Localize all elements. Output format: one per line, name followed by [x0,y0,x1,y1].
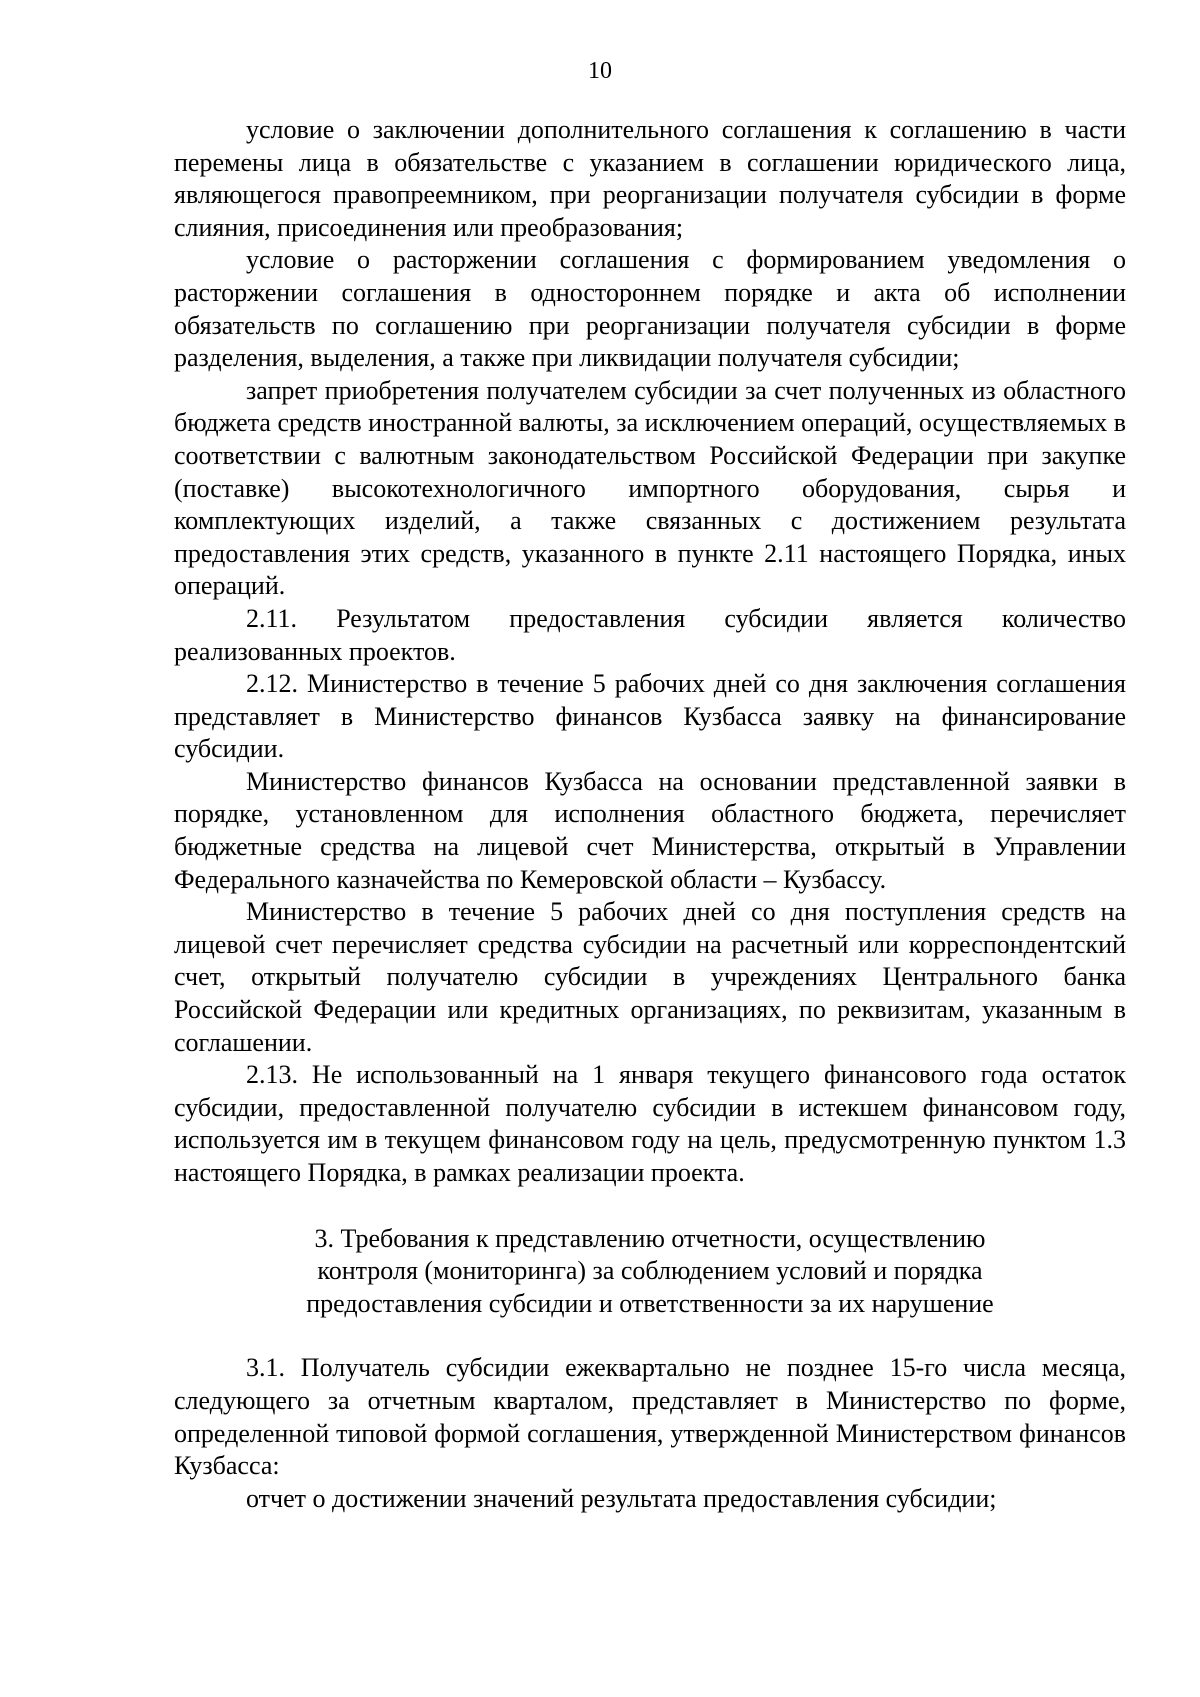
paragraph-report-item: отчет о достижении значений результата предоставления субсидии; [246,1483,997,1513]
section-3-title [174,1223,1126,1321]
page-number: 10 [588,58,612,84]
paragraph-currency-ban: запрет приобретения получателем субсидии за счет полученных из областного бюджета средств иностранной валюты, за исключением операций, осуществляемых в соответствии с валютным законодательством Российской Федерации при закупке (поставке) высокотехнологичного импортного оборудования, сырья и комплектующих изделий, а также связанных с достижением результата предоставления этих средств, указанного в пункте 2.11 настоящего Порядка, иных операций. [174,375,1126,601]
paragraph-2-11: 2.11. Результатом предоставления субсидии является количество реализованных проектов. [174,603,1126,666]
paragraph-termination-condition: условие о расторжении соглашения с формированием уведомления о расторжении соглашения в одностороннем порядке и акта об исполнении обязательств по соглашению при реорганизации получателя субсидии в форме разделения, выделения, а также при ликвидации получателя субсидии; [174,245,1126,373]
document-body [174,114,1126,1515]
paragraph-2-13: 2.13. Не использованный на 1 января текущего финансового года остаток субсидии, предоставленной получателю субсидии в истекшем финансовом году, используется им в текущем финансовом году на цель, предусмотренную пунктом 1.3 настоящего Порядка, в рамках реализации проекта. [174,1060,1126,1187]
section-title-line: предоставления субсидии и ответственности за их нарушение [306,1288,994,1318]
section-title-line: 3. Требования к представлению отчетности, осуществлению [314,1223,986,1253]
paragraph-2-12: 2.12. Министерство в течение 5 рабочих дней со дня заключения соглашения представляет в Министерство финансов Кузбасса заявку на финансирование субсидии. [174,669,1126,764]
paragraph-ministry-transfer: Министерство в течение 5 рабочих дней со дня поступления средств на лицевой счет перечисляет средства субсидии на расчетный или корреспондентский счет, открытый получателю субсидии в учреждениях Центрального банка Российской Федерации или кредитных организациях, по реквизитам, указанным в соглашении. [174,897,1126,1057]
paragraph-finance-ministry-transfer: Министерство финансов Кузбасса на основании представленной заявки в порядке, установленном для исполнения областного бюджета, перечисляет бюджетные средства на лицевой счет Министерства, открытый в Управлении Федерального казначейства по Кемеровской области – Кузбассу. [174,766,1126,894]
paragraph-3-1: 3.1. Получатель субсидии ежеквартально не позднее 15-го числа месяца, следующего за отчетным кварталом, представляет в Министерство по форме, определенной типовой формой соглашения, утвержденной Министерством финансов Кузбасса: [174,1353,1126,1481]
paragraph-successor-condition: условие о заключении дополнительного соглашения к соглашению в части перемены лица в обязательстве с указанием в соглашении юридического лица, являющегося правопреемником, при реорганизации получателя субсидии в форме слияния, присоединения или преобразования; [174,115,1126,242]
section-title-line: контроля (мониторинга) за соблюдением условий и порядка [317,1256,983,1286]
